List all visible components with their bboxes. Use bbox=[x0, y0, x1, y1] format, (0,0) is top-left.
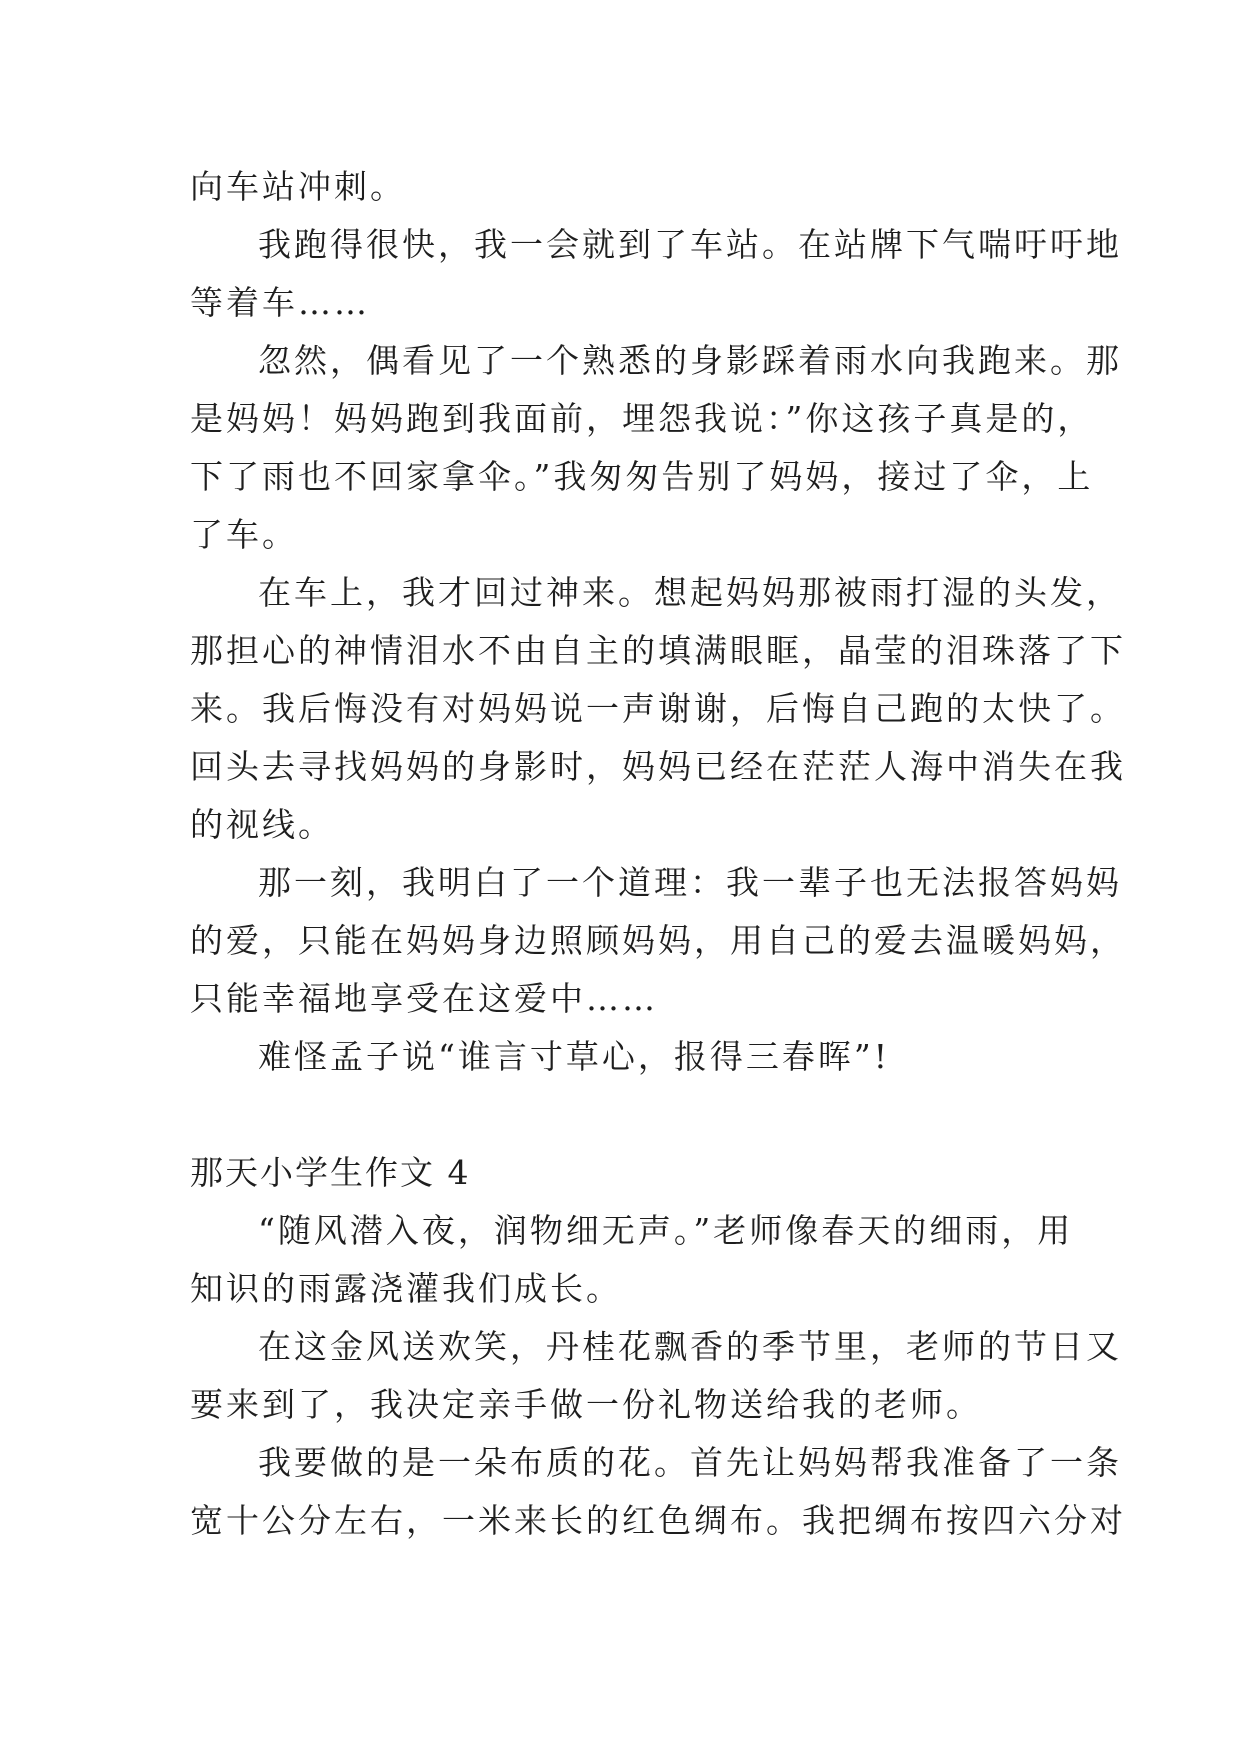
paragraph-start-line: 我要做的是一朵布质的花。首先让妈妈帮我准备了一条 bbox=[258, 1443, 1122, 1482]
paragraph-start-line: 那一刻，我明白了一个道理：我一辈子也无法报答妈妈 bbox=[258, 863, 1122, 902]
document-body bbox=[190, 158, 1126, 1550]
text-line: 只能幸福地享受在这爱中…… bbox=[190, 979, 658, 1018]
text-line: 来。我后悔没有对妈妈说一声谢谢，后悔自己跑的太快了。 bbox=[190, 689, 1126, 728]
text-line: 的视线。 bbox=[190, 805, 334, 844]
paragraph-start-line: 我跑得很快，我一会就到了车站。在站牌下气喘吁吁地 bbox=[258, 225, 1122, 264]
text-line: 要来到了，我决定亲手做一份礼物送给我的老师。 bbox=[190, 1385, 982, 1424]
text-line: 那担心的神情泪水不由自主的填满眼眶，晶莹的泪珠落了下 bbox=[190, 631, 1126, 670]
text-line: 知识的雨露浇灌我们成长。 bbox=[190, 1269, 622, 1308]
text-line: 等着车…… bbox=[190, 283, 370, 322]
text-line: 的爱，只能在妈妈身边照顾妈妈，用自己的爱去温暖妈妈， bbox=[190, 921, 1126, 960]
paragraph-start-line: 在这金风送欢笑，丹桂花飘香的季节里，老师的节日又 bbox=[258, 1327, 1122, 1366]
section-gap bbox=[190, 1086, 1070, 1144]
text-line: 回头去寻找妈妈的身影时，妈妈已经在茫茫人海中消失在我 bbox=[190, 747, 1126, 786]
text-line: 下了雨也不回家拿伞。”我匆匆告别了妈妈，接过了伞，上 bbox=[190, 457, 1094, 496]
text-line: 宽十公分左右，一米来长的红色绸布。我把绸布按四六分对 bbox=[190, 1501, 1126, 1540]
text-line: 向车站冲刺。 bbox=[190, 167, 406, 206]
paragraph-start-line: 在车上，我才回过神来。想起妈妈那被雨打湿的头发， bbox=[258, 573, 1122, 612]
text-line: 了车。 bbox=[190, 515, 298, 554]
section-title: 那天小学生作文 4 bbox=[190, 1153, 471, 1192]
paragraph-start-line: 难怪孟子说“谁言寸草心，报得三春晖”! bbox=[258, 1037, 891, 1076]
paragraph-start-line: “随风潜入夜，润物细无声。”老师像春天的细雨，用 bbox=[258, 1211, 1074, 1250]
text-line: 是妈妈！妈妈跑到我面前，埋怨我说：”你这孩子真是的， bbox=[190, 399, 1094, 438]
paragraph-start-line: 忽然，偶看见了一个熟悉的身影踩着雨水向我跑来。那 bbox=[258, 341, 1122, 380]
